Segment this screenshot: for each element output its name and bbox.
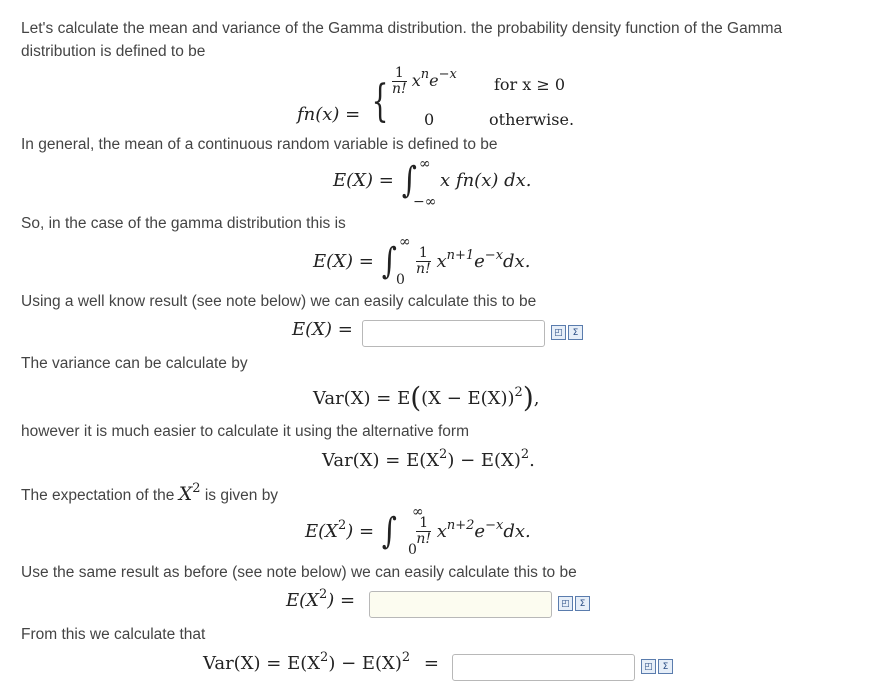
same-result-text: Use the same result as before (see note below) we can easily calculate this to be: [21, 564, 577, 581]
equation-editor-icon[interactable]: Σ: [568, 325, 583, 340]
preview-icon[interactable]: ◰: [558, 596, 573, 611]
pdf-case-2-condition: otherwise.: [489, 110, 575, 129]
ex2-equation: $E(X^2)$ = ∫ ∞ 0 $\frac{1}{n!}$ $x^{n+2}e^{-x}dx$.: [305, 504, 531, 558]
ex-answer-tools: [551, 325, 583, 340]
variance-alternative: $Var(X) = E(X^2) - E(X)^2$.: [322, 447, 535, 471]
pdf-equation: fn(x) = {: [297, 76, 389, 127]
general-text: In general, the mean of a continuous random variable is defined to be: [21, 136, 498, 153]
mean-definition: E(X) = ∫ ∞ −∞ x fn(x) dx.: [333, 156, 532, 210]
preview-icon[interactable]: ◰: [551, 325, 566, 340]
gamma-mean-equation: E(X) = ∫ ∞ 0 $\frac{1}{n!}$ $x^{n+1}e^{-x}dx$.: [313, 234, 531, 288]
variance-answer-input[interactable]: [452, 654, 635, 681]
using-text: Using a well know result (see note below) we can easily calculate this to be: [21, 293, 537, 310]
from-this-text: From this we calculate that: [21, 626, 206, 643]
expectation-text: The expectation of the $X^2$ is given by: [21, 481, 279, 505]
preview-icon[interactable]: ◰: [641, 659, 656, 674]
equation-editor-icon[interactable]: Σ: [658, 659, 673, 674]
pdf-case-2-value: 0: [424, 110, 435, 129]
variance-text: The variance can be calculate by: [21, 355, 248, 372]
pdf-case-1-condition: for x ≥ 0: [494, 75, 566, 94]
so-gamma-text: So, in the case of the gamma distribution this is: [21, 215, 346, 232]
variance-final-label: $Var(X) = E(X^2) - E(X)^2$ =: [203, 650, 439, 674]
however-text: however it is much easier to calculate it using the alternative form: [21, 423, 469, 440]
ex2-answer-label: $E(X^2)$ =: [286, 587, 356, 611]
pdf-case-1: $\frac{1}{n!}$ $x^ne^{-x}$: [392, 65, 457, 97]
ex2-answer-input[interactable]: [369, 591, 552, 618]
variance-answer-tools: [641, 659, 673, 674]
ex-answer-label: E(X) =: [292, 319, 353, 340]
ex-answer-input[interactable]: [362, 320, 545, 347]
intro-text: Let's calculate the mean and variance of the Gamma distribution. the probability density function of the Gamma: [21, 20, 783, 37]
intro-text-2: distribution is defined to be: [21, 43, 206, 60]
ex2-answer-tools: [558, 596, 590, 611]
equation-editor-icon[interactable]: Σ: [575, 596, 590, 611]
variance-definition: $Var(X) = E((X - E(X))^2)$,: [313, 381, 540, 414]
